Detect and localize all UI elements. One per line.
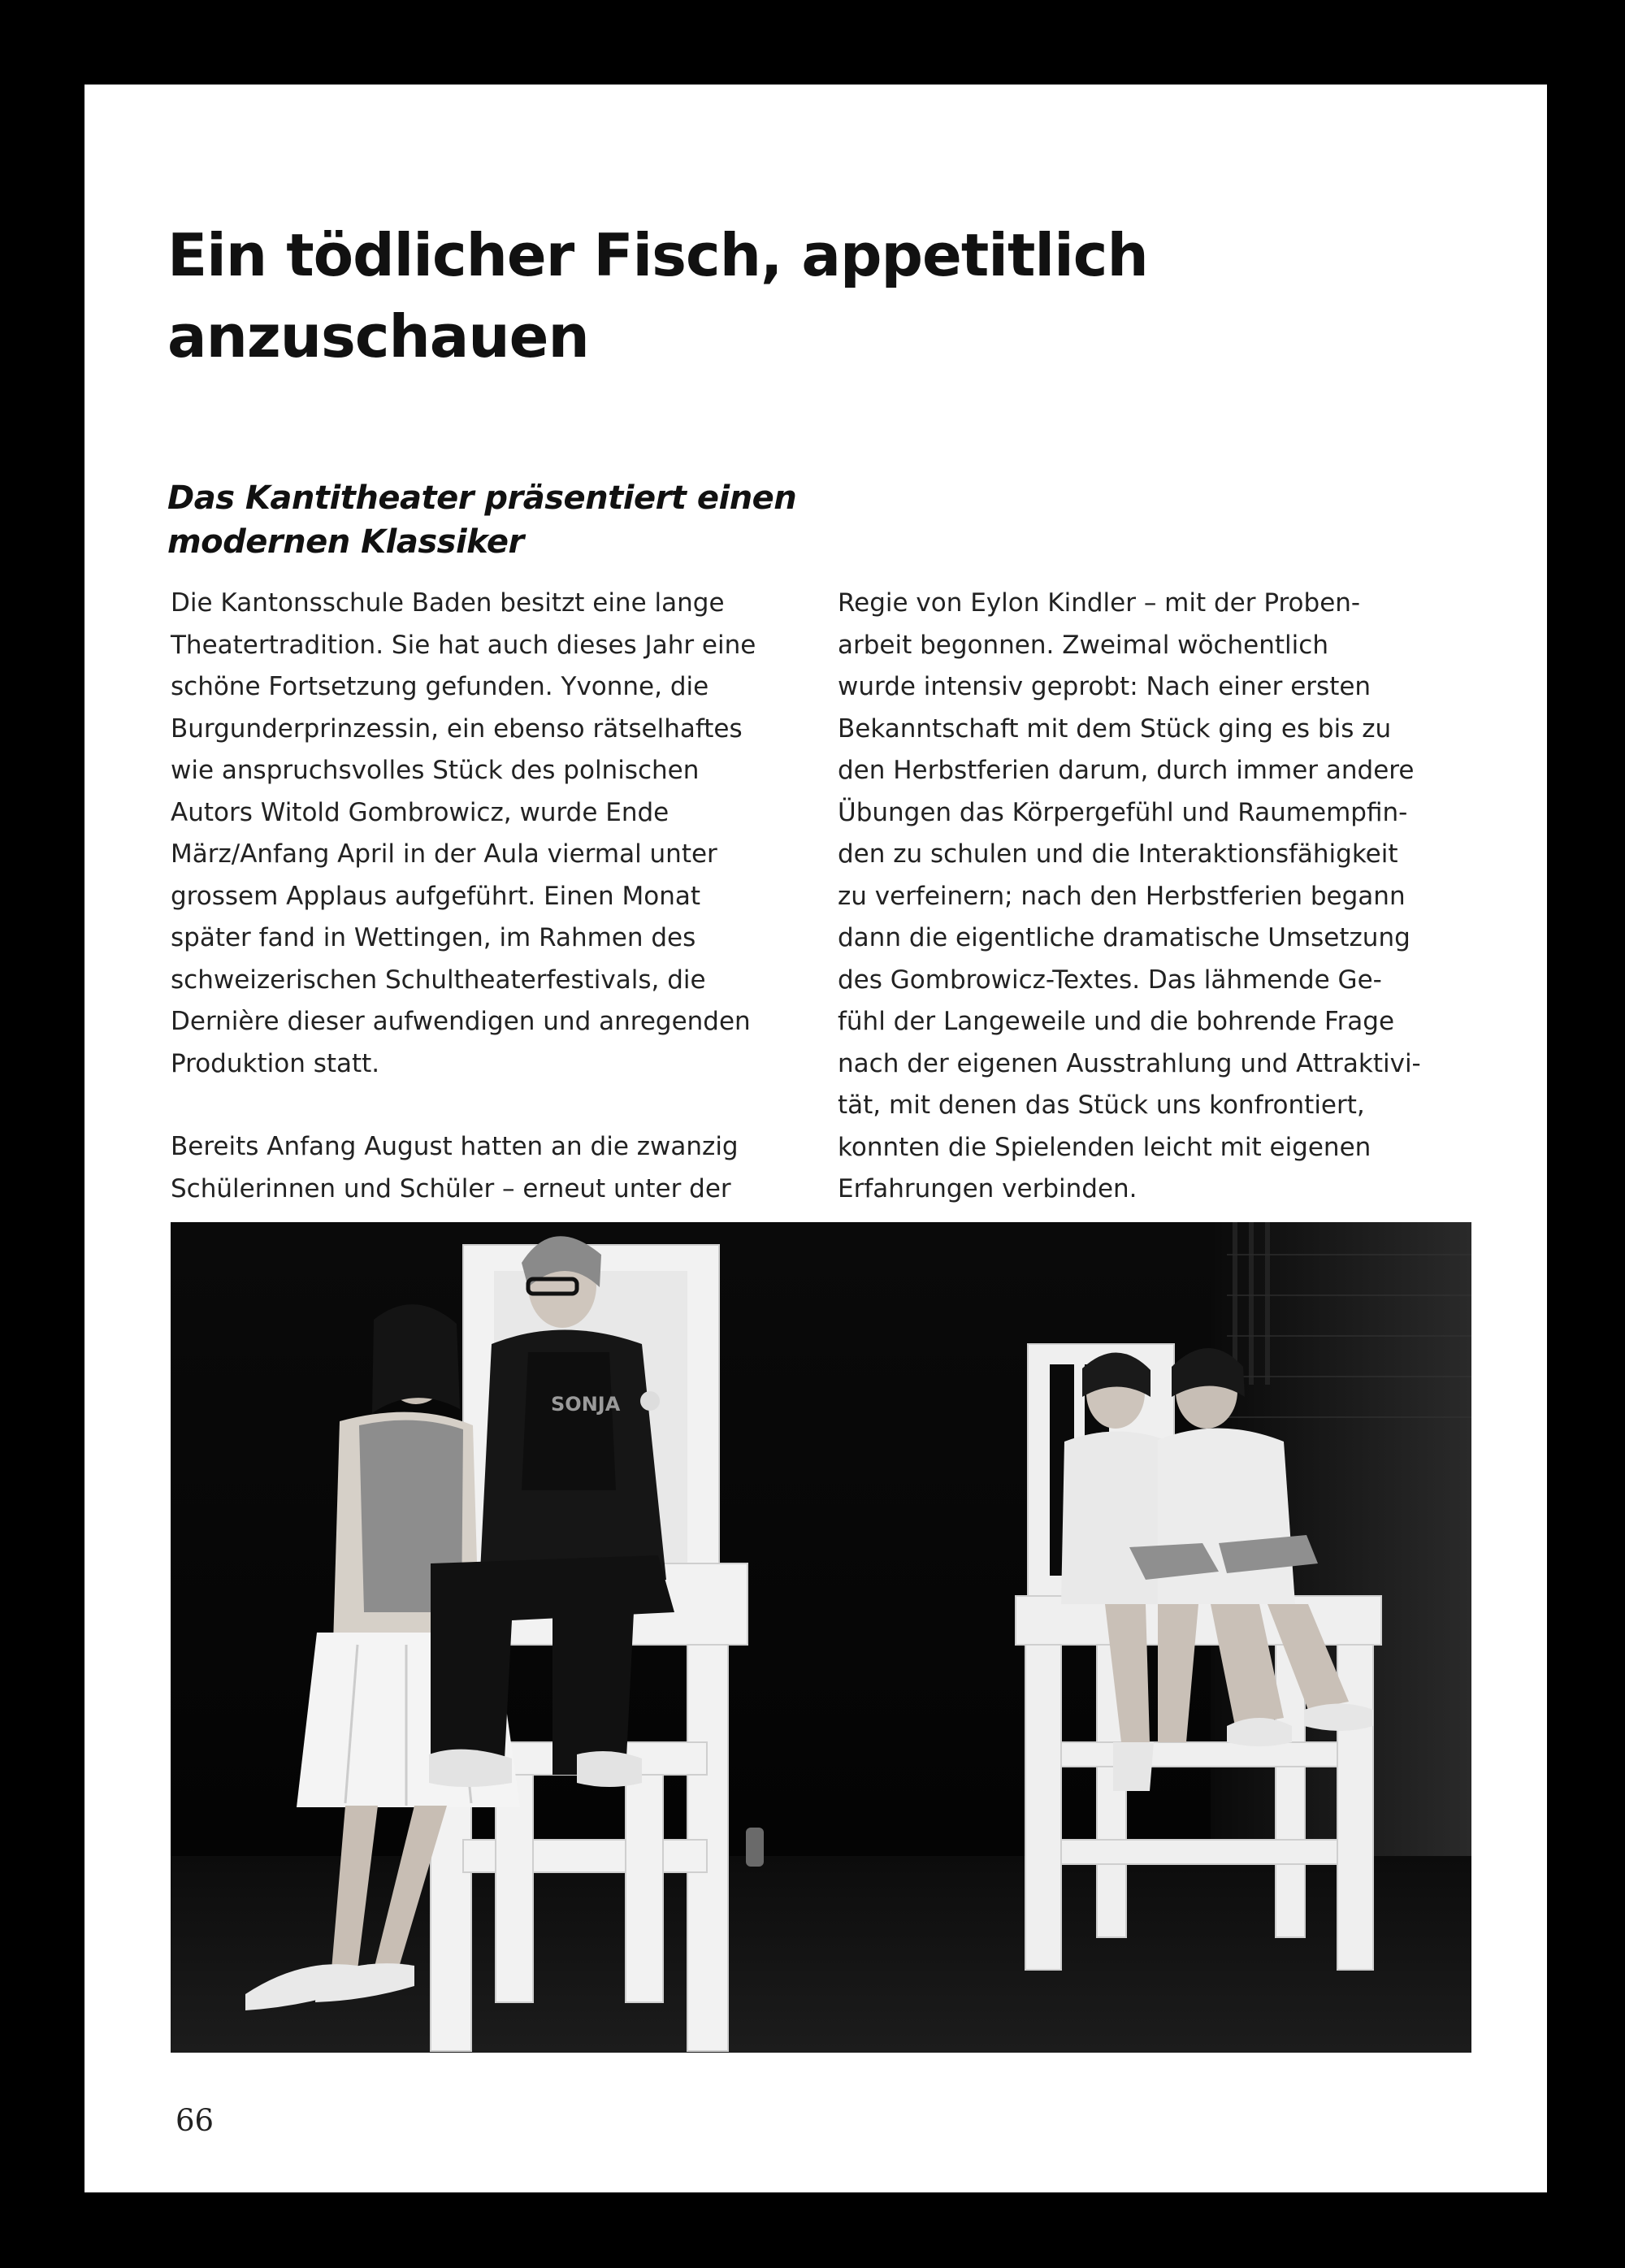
stage-photo xyxy=(171,1222,1471,2053)
article-headline xyxy=(167,215,1148,377)
paragraph: Regie von Eylon Kindler – mit der Proben- arbeit begonnen. Zweimal wöchentlich wurde intensiv geprobt: Nach einer ersten Bekanntschaft mit dem Stück ging es bis zu den Herbstferien darum, durch immer andere Übungen das Körpergefühl und Raumempfin- den zu schulen und die Interaktionsfähigkeit zu verfeinern; nach den Herbstferien begann dann die eigentliche dramatische Umsetzung des Gombrowicz-Textes. Das lähmende Ge- fühl der Langeweile und die bohrende Frage nach der eigenen Ausstrahlung und Attraktivi- tät, mit denen das Stück uns konfrontiert, konnten die Spielenden leicht mit eigenen Erfahrungen verbinden. xyxy=(838,588,1421,1203)
page-number: 66 xyxy=(176,2103,214,2138)
stage-scene-illustration xyxy=(171,1222,1471,2053)
text-column-left xyxy=(171,583,808,1210)
paragraph: Bereits Anfang August hatten an die zwanzig Schülerinnen und Schüler – erneut unter der xyxy=(171,1132,739,1203)
shirt-print-text: SONJA xyxy=(551,1393,621,1416)
stage-light xyxy=(746,1828,764,1867)
article-subheading xyxy=(167,476,834,564)
subheading-text: Das Kantitheater präsentiert einen modernen Klassiker xyxy=(167,479,797,561)
document-page xyxy=(84,85,1547,2192)
text-column-right xyxy=(838,583,1472,1211)
headline-text: Ein tödlicher Fisch, appetitlich anzuschauen xyxy=(167,221,1148,371)
paragraph: Die Kantonsschule Baden besitzt eine lange Theatertradition. Sie hat auch dieses Jahr eine schöne Fortsetzung gefunden. Yvonne, die Burgunderprinzessin, ein ebenso rätselhaftes wie anspruchsvolles Stück des polnischen Autors Witold Gombrowicz, wurde Ende März/Anfang April in der Aula viermal unter grossem Applaus aufgeführt. Einen Monat später fand in Wettingen, im Rahmen des schweizerischen Schultheaterfestivals, die Dernière dieser aufwendigen und anregenden Produktion statt. xyxy=(171,588,756,1078)
